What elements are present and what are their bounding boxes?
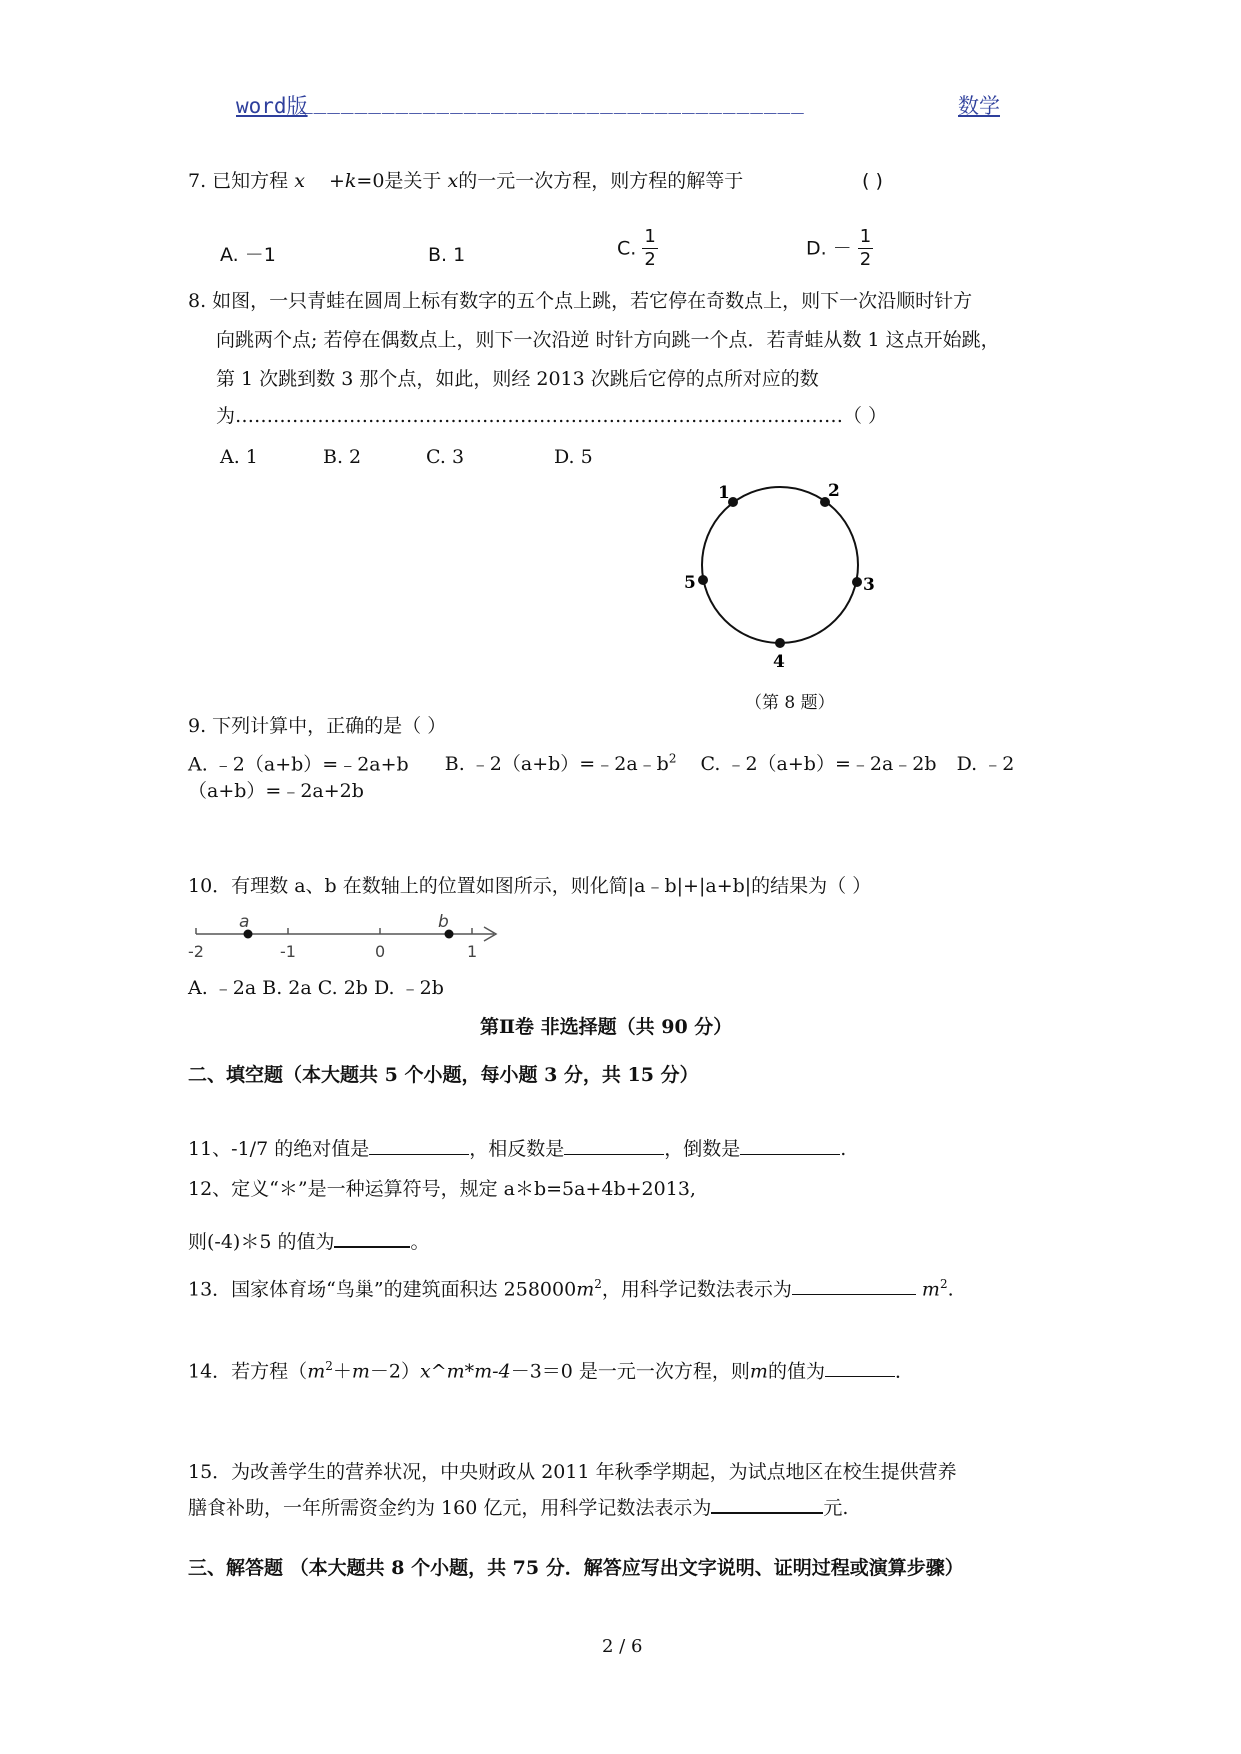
q9-option-a: A. ﹣2（a+b）=﹣2a+b bbox=[188, 753, 409, 776]
figure-label-3: 3 bbox=[863, 575, 875, 595]
number-line-figure bbox=[188, 912, 508, 962]
point-a-label: a bbox=[239, 912, 250, 932]
q9-options-line bbox=[188, 746, 1014, 777]
q15-blank[interactable] bbox=[711, 1494, 823, 1514]
figure-point-5 bbox=[698, 575, 708, 585]
point-b-label: b bbox=[438, 912, 449, 932]
figure-caption: （第 8 题） bbox=[745, 693, 835, 713]
tick-label-1: 1 bbox=[467, 942, 478, 961]
tick-label-neg1: -1 bbox=[280, 942, 296, 961]
q9-option-d-continued: （a+b）=﹣2a+2b bbox=[188, 780, 364, 802]
page-number: 2 / 6 bbox=[602, 1636, 643, 1657]
q14-blank[interactable] bbox=[825, 1358, 895, 1377]
q7-option-c: C. $\frac{1}{2}$ bbox=[617, 226, 656, 270]
q8-option-b: B. 2 bbox=[323, 446, 362, 468]
question-12-line-1: 12、定义“＊”是一种运算符号，规定 a＊b=5a+4b+2013, bbox=[188, 1178, 696, 1200]
q8-option-d: D. 5 bbox=[554, 446, 593, 468]
q9-option-c: C. ﹣2（a+b）=﹣2a﹣2b bbox=[700, 753, 937, 776]
figure-point-3 bbox=[852, 577, 862, 587]
header-left: word版 bbox=[236, 94, 308, 118]
question-8-line-3: 第 1 次跳到数 3 那个点，如此，则经 2013 次跳后它停的点所对应的数 bbox=[216, 368, 819, 390]
question-10: 10．有理数 a、b 在数轴上的位置如图所示，则化简|a﹣b|+|a+b|的结果为（ ） bbox=[188, 875, 872, 897]
section-3-title: 三、解答题 （本大题共 8 个小题，共 75 分．解答应写出文字说明、证明过程或演算步骤） bbox=[188, 1557, 964, 1579]
section-2-title: 二、填空题（本大题共 5 个小题，每小题 3 分，共 15 分） bbox=[188, 1064, 699, 1086]
question-15-line-1: 15．为改善学生的营养状况，中央财政从 2011 年秋季学期起，为试点地区在校生提供营养 bbox=[188, 1461, 957, 1483]
figure-label-4: 4 bbox=[773, 652, 785, 670]
q7-option-c-fraction: $\frac{1}{2}$ bbox=[644, 226, 656, 270]
q12-blank[interactable] bbox=[334, 1228, 410, 1248]
question-13: 13．国家体育场“鸟巢”的建筑面积达 $258000m^2$，用科学记数法表示为 $m^2$. bbox=[188, 1277, 954, 1301]
question-7-paren: ( ) bbox=[862, 170, 883, 192]
question-7: 7. 已知方程 x +k=0是关于 x的一元一次方程，则方程的解等于 bbox=[188, 170, 744, 192]
question-11: 11、-1/7 的绝对值是 ，相反数是 ，倒数是 . bbox=[188, 1138, 847, 1160]
question-15-line-2: 膳食补助，一年所需资金约为 160 亿元，用科学记数法表示为 元. bbox=[188, 1494, 848, 1521]
part-2-title: 第Ⅱ卷 非选择题（共 90 分） bbox=[480, 1016, 733, 1038]
figure-label-1: 1 bbox=[718, 483, 730, 503]
q7-option-d-fraction: $\frac{1}{2}$ bbox=[859, 226, 872, 270]
q9-option-b: B. $﹣2(a+b)=﹣2a﹣b^2$ bbox=[444, 752, 677, 776]
q9-option-d: D. ﹣2 bbox=[956, 753, 1015, 776]
q8-option-c: C. 3 bbox=[426, 446, 465, 468]
question-8-line-4: 为……………………………………………………………………………………（ ） bbox=[216, 405, 888, 427]
question-8-line-1: 8. 如图，一只青蛙在圆周上标有数字的五个点上跳，若它停在奇数点上，则下一次沿顺时针方 bbox=[188, 290, 973, 312]
question-12-line-2: 则(-4)＊5 的值为 。 bbox=[188, 1228, 429, 1255]
q11-blank-absolute[interactable] bbox=[369, 1136, 469, 1155]
q11-blank-opposite[interactable] bbox=[564, 1136, 664, 1155]
q7-option-b: B. 1 bbox=[428, 244, 466, 266]
question-14: 14．若方程$(m^2+m-2)x\^{}m*m-4-3=0$ 是一元一次方程，则m的值为 ． bbox=[188, 1359, 914, 1383]
q8-option-a: A. 1 bbox=[220, 446, 258, 468]
question-8-line-2: 向跳两个点; 若停在偶数点上，则下一次沿逆 时针方向跳一个点．若青蛙从数 1 这点开始跳， bbox=[216, 329, 1000, 351]
figure-point-4 bbox=[775, 638, 785, 648]
frog-circle-figure bbox=[680, 470, 880, 670]
question-9: 9. 下列计算中，正确的是（ ） bbox=[188, 715, 447, 737]
q7-option-a: A. －1 bbox=[220, 244, 276, 266]
tick-label-neg2: -2 bbox=[188, 942, 204, 961]
figure-label-5: 5 bbox=[684, 573, 696, 593]
q13-blank[interactable] bbox=[792, 1276, 916, 1295]
q7-option-d: D. － $\frac{1}{2}$ bbox=[806, 226, 872, 270]
figure-circle bbox=[702, 487, 858, 643]
q11-blank-reciprocal[interactable] bbox=[740, 1136, 840, 1155]
header-dash-line: _____________________________________ bbox=[300, 90, 805, 114]
figure-label-2: 2 bbox=[828, 481, 840, 501]
header-right: 数学 bbox=[958, 94, 1000, 118]
tick-label-0: 0 bbox=[375, 942, 386, 961]
q10-options: A. ﹣2a B. 2a C. 2b D. ﹣2b bbox=[188, 977, 444, 999]
